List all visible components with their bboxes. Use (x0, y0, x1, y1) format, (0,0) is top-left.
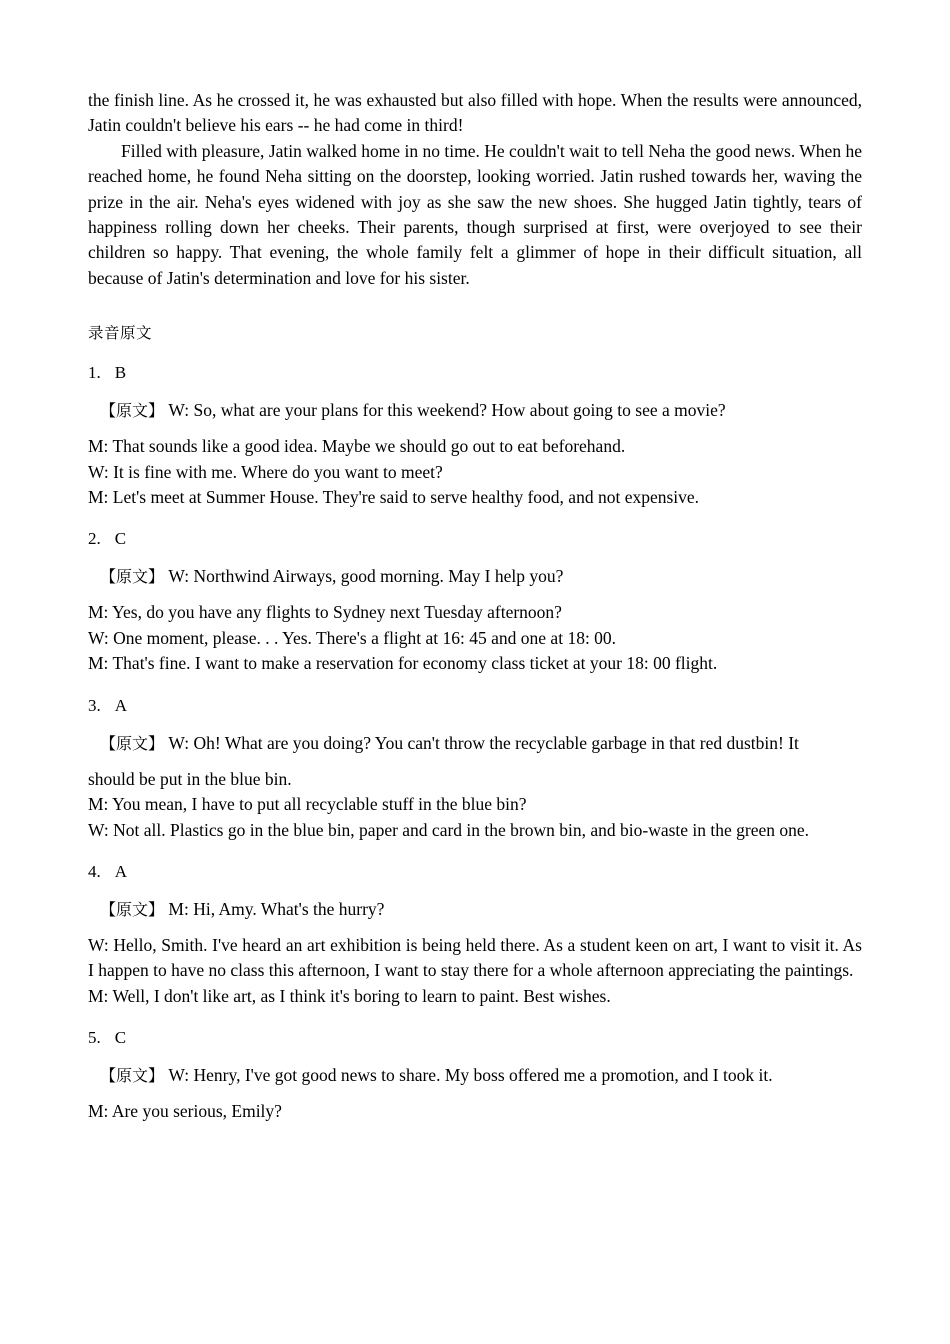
script-item-1 (88, 361, 862, 510)
script-item-4 (88, 860, 862, 1009)
script-lead-text-3: W: Oh! What are you doing? You can't throw the recyclable garbage in that red dustbin! It (168, 732, 799, 753)
script-line: W: One moment, please. . . Yes. There's a flight at 16: 45 and one at 18: 00. (88, 627, 617, 648)
passage-paragraph-1: the finish line. As he crossed it, he was exhausted but also filled with hope. When the results were announced, Jatin couldn't believe his ears -- he had come in third! (88, 90, 862, 136)
question-number-line-2 (88, 527, 862, 551)
script-label-5: 【原文】 (100, 1066, 165, 1086)
script-lead-2 (88, 563, 862, 590)
question-answer-2: C (114, 529, 127, 549)
document-content (88, 88, 862, 1125)
question-number-2: 2. (88, 529, 101, 549)
question-number-5: 5. (88, 1028, 101, 1048)
script-line: M: You mean, I have to put all recyclable stuff in the blue bin? (88, 794, 527, 815)
script-lead-text-1: W: So, what are your plans for this weekend? How about going to see a movie? (168, 400, 726, 421)
script-lines-1 (88, 434, 862, 510)
script-lines-5 (88, 1099, 862, 1124)
script-lead-text-2: W: Northwind Airways, good morning. May I help you? (168, 566, 564, 587)
script-line: W: Hello, Smith. I've heard an art exhibition is being held there. As a student keen on art, I want to visit it. As I happen to have no class this afternoon, I want to stay there for a whole afternoon appreciating the paintings. (88, 934, 862, 981)
script-label-2: 【原文】 (100, 567, 165, 587)
script-line: M: Yes, do you have any flights to Sydney next Tuesday afternoon? (88, 602, 562, 623)
script-line: M: That sounds like a good idea. Maybe we should go out to eat beforehand. (88, 436, 626, 457)
question-answer-4: A (114, 861, 128, 881)
script-lines-2 (88, 600, 862, 676)
question-answer-5: C (114, 1028, 127, 1048)
script-line: M: Let's meet at Summer House. They're said to serve healthy food, and not expensive. (88, 487, 700, 508)
script-lead-text-4: M: Hi, Amy. What's the hurry? (168, 898, 385, 919)
script-line-continuation: should be put in the blue bin. (88, 768, 292, 789)
question-number-line-3 (88, 694, 862, 718)
question-number-3: 3. (88, 695, 101, 715)
script-line: W: Not all. Plastics go in the blue bin, paper and card in the brown bin, and bio-waste in the green one. (88, 819, 810, 840)
question-number-1: 1. (88, 363, 101, 383)
script-lead-5 (88, 1062, 862, 1089)
question-number-line-4 (88, 860, 862, 884)
question-number-4: 4. (88, 861, 101, 881)
script-label-1: 【原文】 (100, 401, 165, 421)
script-lines-3 (88, 767, 862, 843)
script-lead-text-5: W: Henry, I've got good news to share. My boss offered me a promotion, and I took it. (168, 1065, 773, 1086)
question-answer-1: B (114, 363, 127, 383)
question-answer-3: A (114, 695, 128, 715)
script-lines-4 (88, 933, 862, 1009)
script-line: M: Well, I don't like art, as I think it's boring to learn to paint. Best wishes. (88, 985, 611, 1006)
question-number-line-1 (88, 361, 862, 385)
script-line: M: Are you serious, Emily? (88, 1101, 282, 1122)
section-title: 录音原文 (88, 324, 153, 343)
script-lead-3 (88, 730, 862, 757)
script-label-3: 【原文】 (100, 733, 165, 753)
script-line: M: That's fine. I want to make a reservation for economy class ticket at your 18: 00 flight. (88, 653, 718, 674)
script-lead-4 (88, 896, 862, 923)
script-item-5 (88, 1026, 862, 1124)
script-label-4: 【原文】 (100, 899, 165, 919)
script-lead-1 (88, 397, 862, 424)
script-item-3 (88, 694, 862, 843)
question-number-line-5 (88, 1026, 862, 1050)
script-line: W: It is fine with me. Where do you want to meet? (88, 461, 443, 482)
script-item-2 (88, 527, 862, 676)
passage-paragraph-2: Filled with pleasure, Jatin walked home in no time. He couldn't wait to tell Neha the good news. When he reached home, he found Neha sitting on the doorstep, looking worried. Jatin rushed towards her, waving the prize in the air. Neha's eyes widened with joy as she saw the new shoes. She hugged Jatin tightly, tears of happiness rolling down her cheeks. Their parents, though surprised at first, were overjoyed to see their children so happy. That evening, the whole family felt a glimmer of hope in their difficult situation, all because of Jatin's determination and love for his sister. (88, 140, 862, 288)
